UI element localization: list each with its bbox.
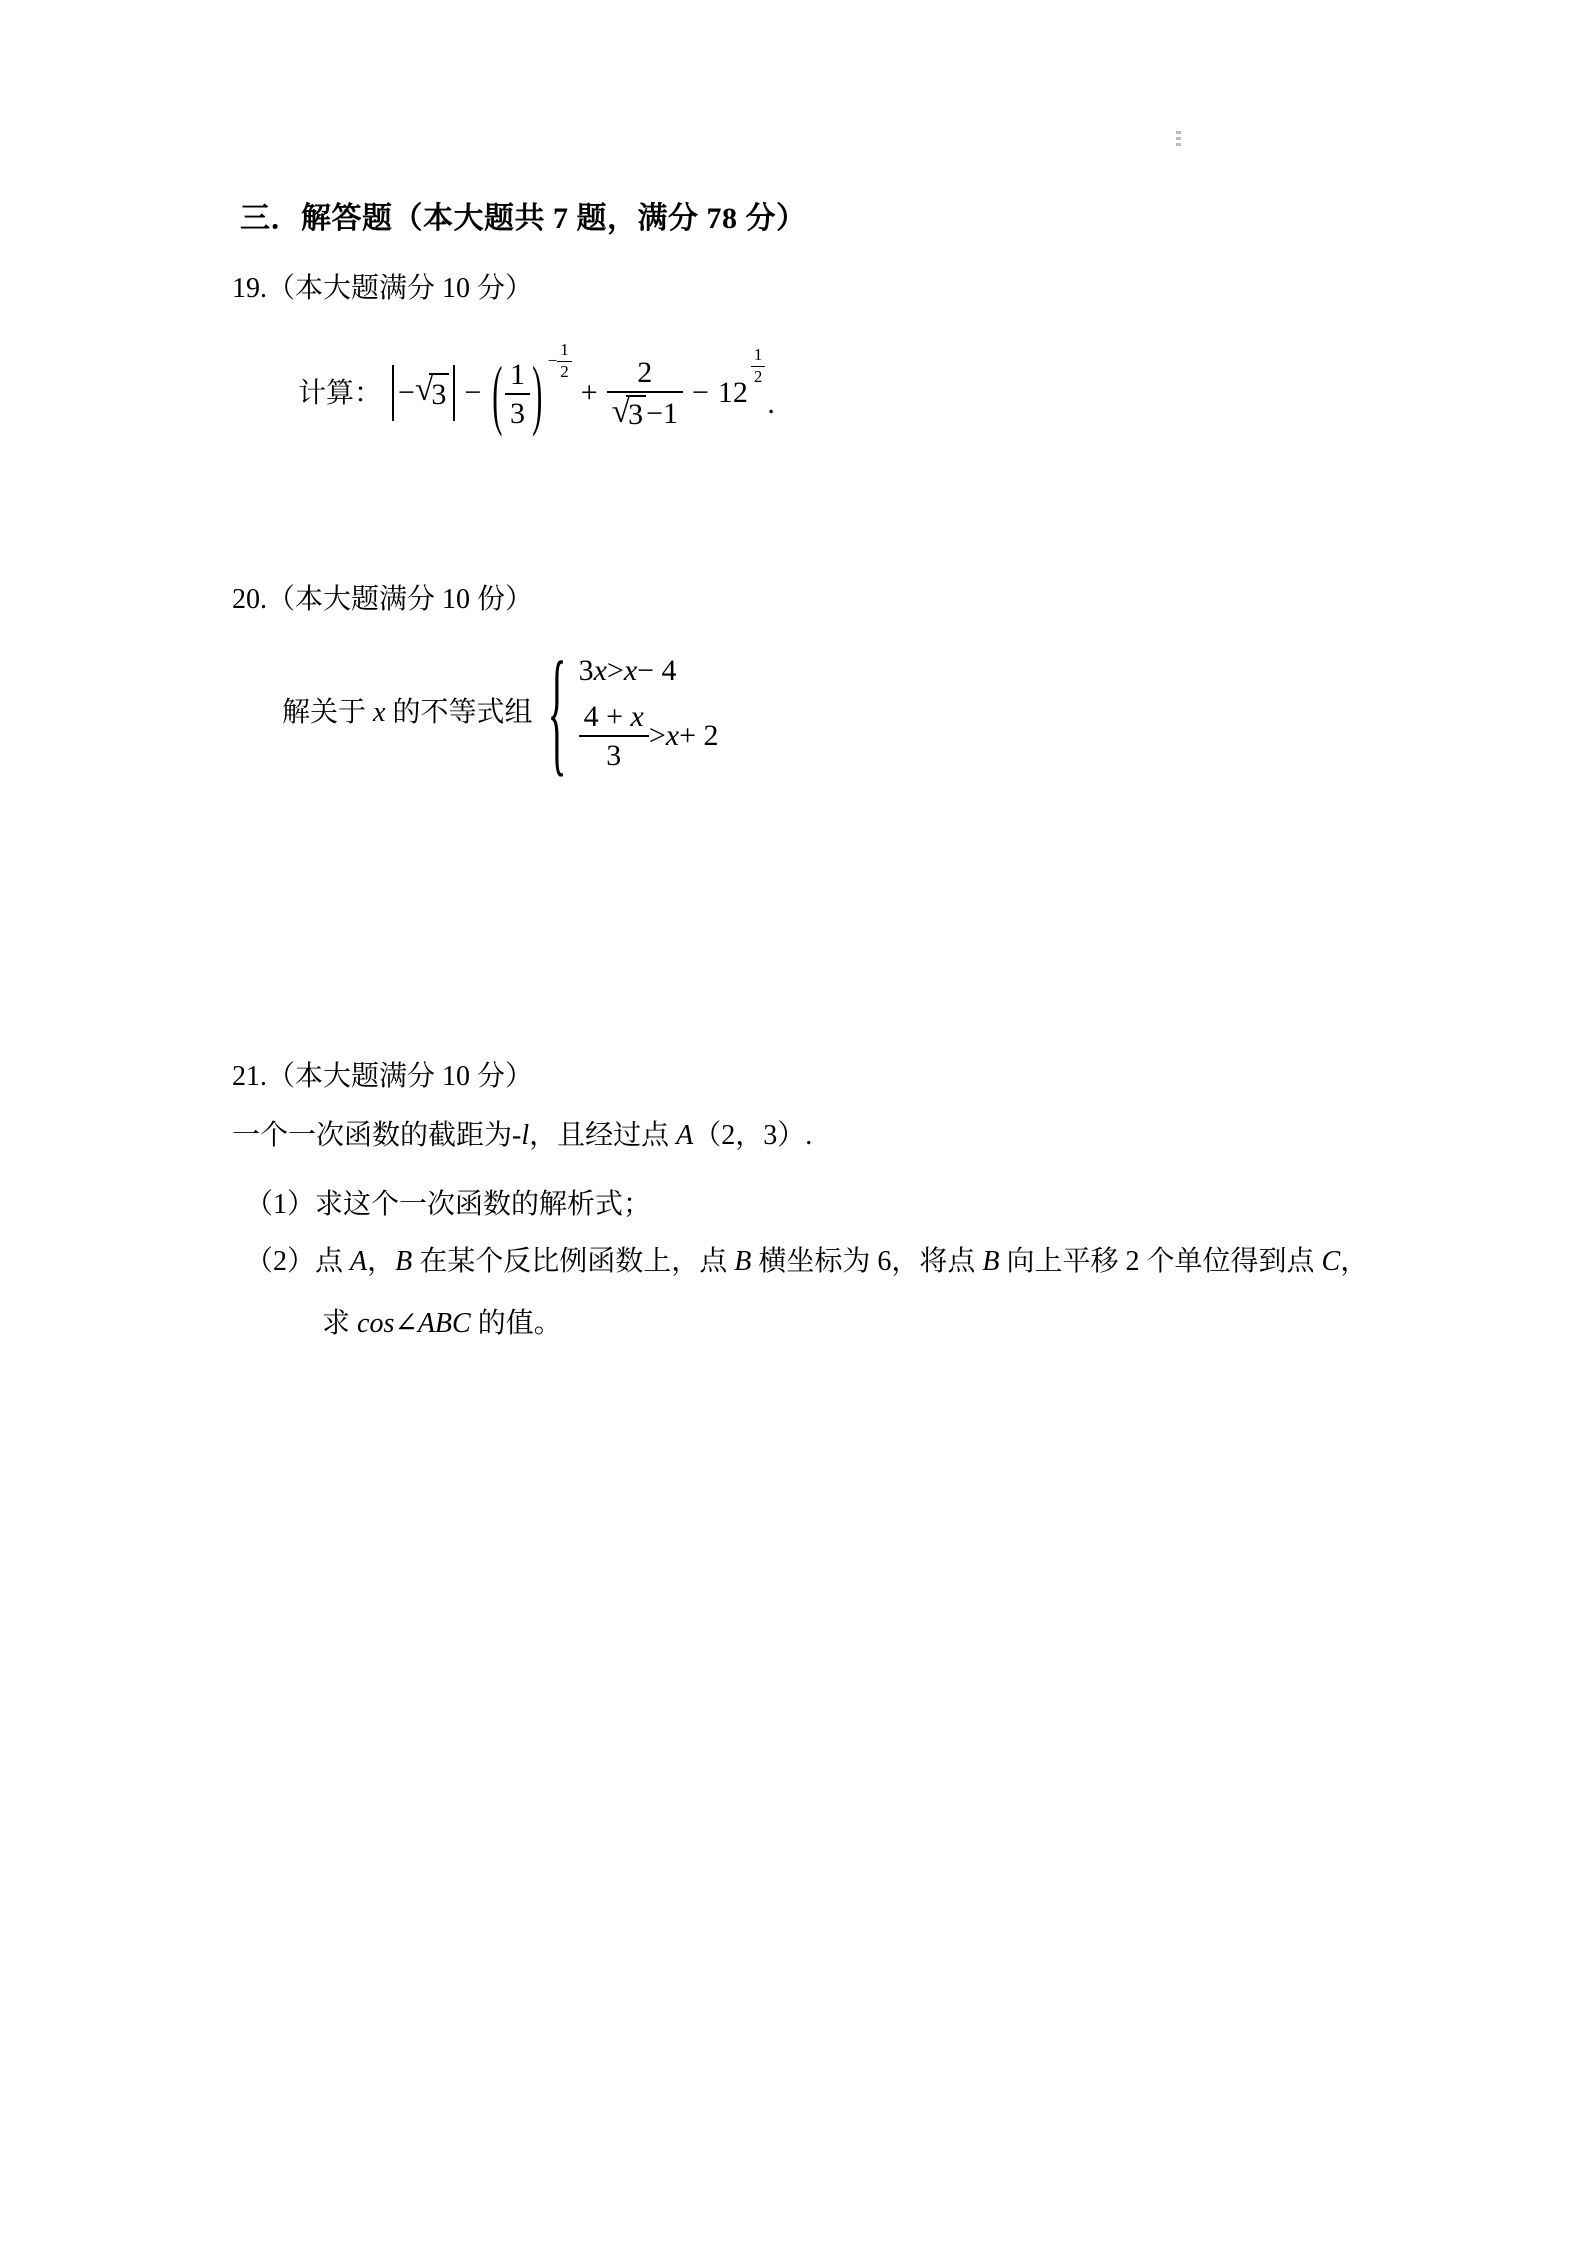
q19-expression [392, 339, 775, 438]
exponent-minus: − [547, 351, 558, 371]
radicand: 3 [429, 373, 449, 414]
part2-text: 在某个反比例函数上，点 [412, 1246, 735, 1277]
minus-operator: − [464, 376, 482, 410]
variable-x: x [593, 653, 607, 687]
q21-part2 [245, 1244, 1368, 1279]
variable-x: x [665, 719, 680, 752]
numerator [579, 699, 649, 737]
part2-text: 向上平移 2 个单位得到点 [999, 1246, 1322, 1277]
minus-operator: − [691, 376, 709, 410]
right-paren: ) [532, 348, 543, 438]
coefficient: 3 [578, 653, 594, 687]
fraction-2-over-sqrt3-minus-1 [607, 355, 683, 431]
inequality-line-2 [579, 699, 719, 772]
cosine-function: cos [357, 1308, 395, 1339]
denominator: 2 [560, 361, 569, 381]
point-b: B [395, 1246, 413, 1277]
minus-one: −1 [646, 396, 678, 430]
radical-sign: √ [611, 393, 631, 430]
intercept-value: l [521, 1120, 530, 1151]
base-12: 12 [717, 376, 748, 410]
greater-than: > [606, 653, 624, 687]
denominator [607, 393, 683, 431]
point-a: A [676, 1120, 694, 1151]
denominator: 3 [606, 739, 622, 773]
variable-x: x [630, 700, 644, 734]
q21-intro [232, 1118, 812, 1153]
denominator: 2 [753, 366, 763, 386]
inequality-line-1 [579, 652, 677, 690]
greater-than: > [648, 719, 666, 752]
numerator: 1 [557, 341, 572, 362]
exponent-one-half [751, 346, 766, 386]
inequality-system [579, 652, 719, 773]
point-c: C [1321, 1246, 1341, 1277]
constant: − 4 [637, 653, 677, 687]
numerator: 1 [751, 346, 766, 367]
part3-text: 求 [322, 1308, 358, 1339]
q19-compute-label: 计算： [298, 377, 383, 409]
label-text: 解关于 [282, 696, 374, 728]
numerator: 1 [505, 357, 530, 395]
q21-part3 [322, 1306, 562, 1341]
absolute-value-group [392, 365, 455, 422]
constant: + 2 [679, 719, 719, 752]
q19-formula [298, 328, 775, 458]
part2-text: ， [1340, 1246, 1369, 1277]
variable-x: x [623, 653, 638, 687]
fraction-one-third [505, 357, 530, 430]
point-b: B [982, 1246, 1000, 1277]
variable-x: x [373, 696, 386, 728]
part3-text: 的值。 [470, 1308, 562, 1339]
point-a: A [350, 1246, 368, 1277]
minus-sign: − [398, 376, 415, 410]
q20-label [282, 695, 532, 730]
q21-part1: （1）求这个一次函数的解析式； [245, 1189, 652, 1220]
point-b: B [734, 1246, 752, 1277]
plus-operator: + [580, 376, 598, 410]
exponent-neg-one-half [548, 341, 572, 381]
left-paren: ( [492, 348, 503, 438]
fraction-4-plus-x-over-3 [579, 699, 649, 772]
scan-artifact-icon [1176, 131, 1181, 148]
denominator: 3 [509, 396, 525, 430]
numerator: 2 [607, 355, 683, 393]
q20-formula [282, 632, 719, 789]
part2-text: （2）点 [245, 1246, 351, 1277]
angle-symbol: ∠ [394, 1308, 418, 1339]
section-title: 三．解答题（本大题共 7 题，满分 78 分） [240, 202, 807, 235]
exponent-fraction [751, 346, 766, 386]
end-period: . [767, 387, 775, 421]
system-brace: { [548, 632, 567, 789]
q21-heading: 21.（本大题满分 10 分） [232, 1061, 534, 1092]
part2-text: 横坐标为 6，将点 [751, 1246, 983, 1277]
paren-power-group [490, 339, 571, 438]
radical-sign: √ [414, 370, 434, 408]
q19-heading: 19.（本大题满分 10 分） [232, 273, 534, 304]
exponent-fraction [557, 341, 572, 381]
sqrt-3 [612, 395, 646, 431]
constant: 4 + [583, 700, 631, 734]
radicand: 3 [626, 395, 646, 431]
label-text: 的不等式组 [385, 696, 533, 728]
part2-text: ， [367, 1246, 396, 1277]
q20-heading: 20.（本大题满分 10 份） [232, 584, 534, 615]
intro-text: 一个一次函数的截距为- [232, 1120, 522, 1151]
point-coords: （2，3）. [693, 1120, 813, 1151]
angle-abc: ABC [417, 1308, 471, 1339]
intro-text: ，且经过点 [529, 1120, 677, 1151]
sqrt-3 [414, 370, 449, 414]
